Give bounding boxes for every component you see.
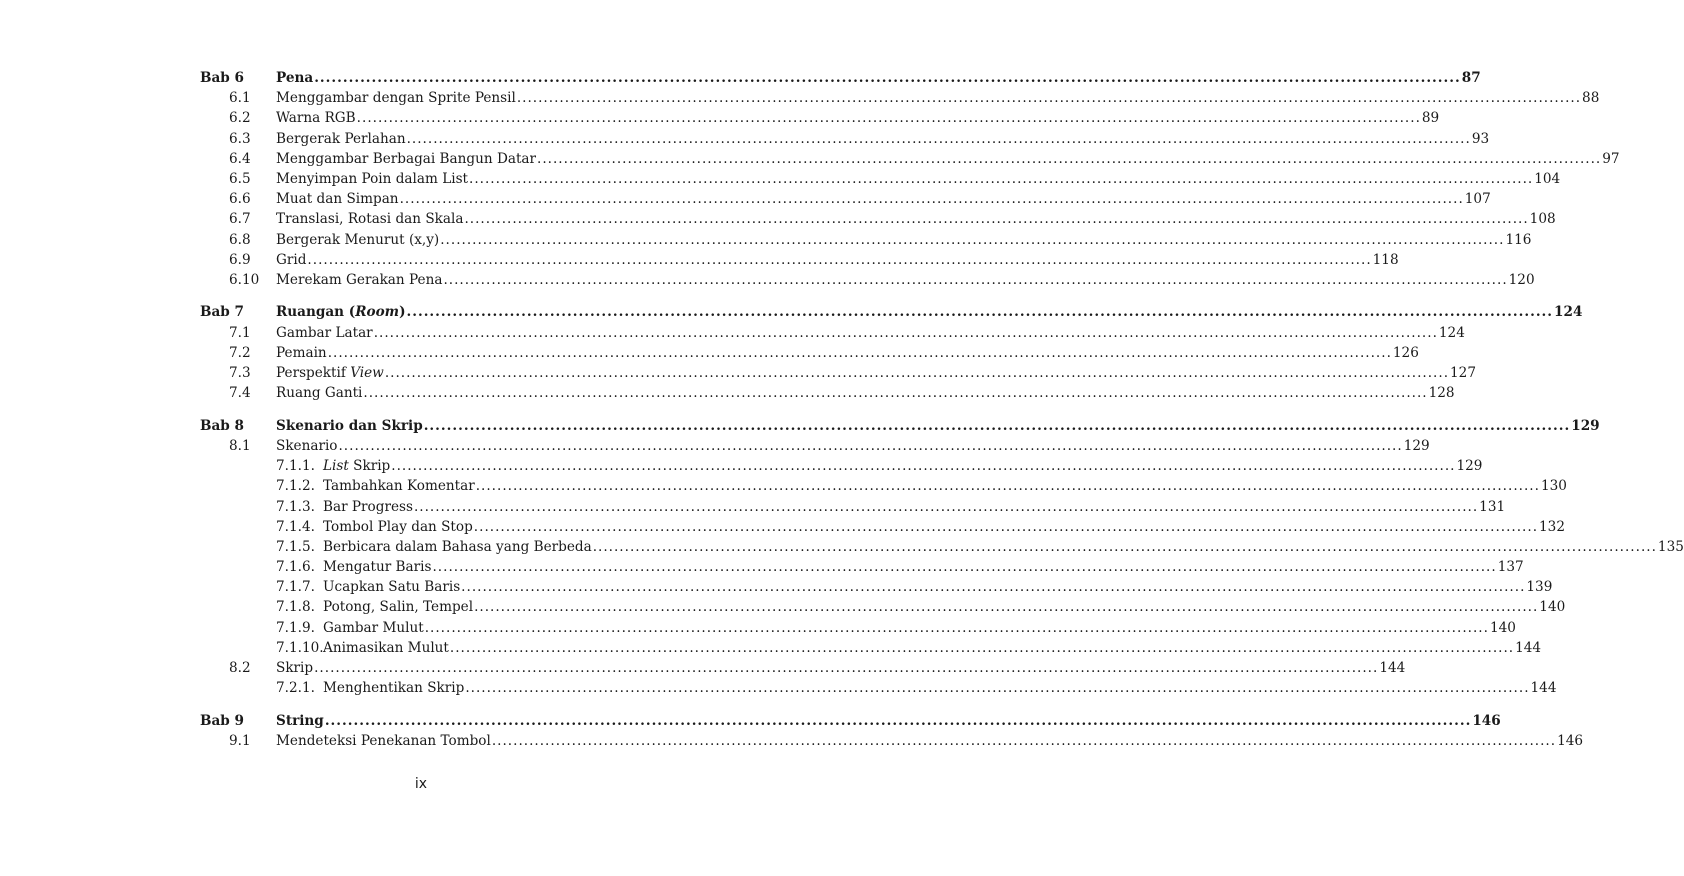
section-entry: [276, 209, 1556, 229]
section-number: 6.10: [229, 271, 260, 288]
section-title: [276, 189, 399, 209]
section-entry: [276, 189, 1491, 209]
section-page: 88: [1582, 90, 1600, 107]
subsection-number: 7.1.8.: [276, 599, 315, 616]
section-page: 127: [1450, 365, 1476, 382]
chapter-label: Bab 6: [200, 70, 244, 86]
section-page: 144: [1515, 639, 1542, 656]
section-title: [323, 497, 413, 517]
subsection-number: 7.1.2.: [276, 478, 315, 495]
subsection-number: 7.1.10.: [276, 639, 324, 656]
dot-leader: ........................................................................................................................................................................................................: [424, 619, 1489, 636]
title-text: Skrip: [276, 660, 314, 677]
section-number: 6.8: [229, 231, 251, 248]
section-page: 144: [1530, 680, 1557, 697]
chapter-page: 87: [1461, 70, 1481, 86]
dot-leader: ........................................................................................................................................................................................................: [432, 559, 1497, 576]
section-page: 128: [1428, 385, 1455, 402]
title-text: Pena: [276, 70, 314, 86]
title-text: Bar Progress: [323, 498, 413, 515]
chapter-page: 146: [1472, 712, 1501, 729]
section-title: [276, 169, 468, 189]
chapter-entry: [276, 68, 1481, 88]
chapter-entry: [276, 416, 1600, 436]
section-entry: [276, 557, 1524, 577]
dot-leader: ........................................................................................................................................................................................................: [461, 579, 1526, 596]
dot-leader: ........................................................................................................................................................................................................: [443, 271, 1508, 288]
section-entry: [276, 456, 1483, 476]
section-entry: [276, 250, 1399, 270]
chapter-row: [200, 711, 1501, 731]
section-title: [323, 537, 592, 557]
subsection-row: [200, 557, 1524, 577]
chapter-gap: [200, 290, 646, 302]
chapter-title: [276, 302, 406, 322]
section-page: 146: [1557, 732, 1584, 749]
section-page: 132: [1539, 518, 1565, 535]
dot-leader: ........................................................................................................................................................................................................: [440, 231, 1505, 248]
section-page: 129: [1403, 437, 1430, 454]
chapter-page: 124: [1554, 304, 1583, 321]
section-entry: [276, 537, 1684, 557]
title-text: Muat dan Simpan: [276, 191, 399, 208]
dot-leader: ........................................................................................................................................................................................................: [516, 90, 1582, 107]
section-page: 89: [1421, 110, 1440, 127]
page-number: ix: [414, 776, 428, 792]
title-text: Merekam Gerakan Pena: [276, 271, 443, 288]
dot-leader: ........................................................................................................................................................................................................: [314, 70, 1461, 86]
dot-leader: ........................................................................................................................................................................................................: [469, 170, 1534, 187]
title-text: Menyimpan Poin dalam List: [276, 170, 469, 187]
section-number: 6.1: [229, 90, 251, 107]
subsection-row: [200, 497, 1506, 517]
section-page: 107: [1464, 191, 1491, 208]
section-row: [200, 250, 1399, 270]
title-text: Bergerak Perlahan: [276, 130, 406, 147]
chapter-row: [200, 416, 1600, 436]
title-text: Potong, Salin, Tempel: [323, 599, 474, 616]
dot-leader: ........................................................................................................................................................................................................: [475, 478, 1540, 495]
title-text: Perspektif: [276, 365, 351, 382]
section-row: [200, 383, 1455, 403]
section-row: [200, 88, 1600, 108]
dot-leader: ........................................................................................................................................................................................................: [363, 385, 1428, 402]
title-text: Gambar Latar: [276, 324, 373, 341]
chapter-title: [276, 416, 423, 436]
section-row: [200, 129, 1490, 149]
section-row: [200, 169, 1561, 189]
dot-leader: ........................................................................................................................................................................................................: [314, 660, 1379, 677]
dot-leader: ........................................................................................................................................................................................................: [399, 191, 1464, 208]
title-text: Mendeteksi Penekanan Tombol: [276, 732, 491, 749]
section-page: 144: [1379, 660, 1406, 677]
section-page: 126: [1392, 344, 1419, 361]
dot-leader: ........................................................................................................................................................................................................: [324, 712, 1472, 729]
dot-leader: ........................................................................................................................................................................................................: [423, 417, 1571, 434]
section-page: 129: [1456, 458, 1483, 475]
title-text: Tambahkan Komentar: [323, 478, 475, 495]
dot-leader: ........................................................................................................................................................................................................: [307, 251, 1372, 268]
dot-leader: ........................................................................................................................................................................................................: [464, 211, 1529, 228]
title-text: String: [276, 712, 324, 729]
section-title: [323, 638, 449, 658]
title-italic: List: [323, 458, 349, 475]
title-text: Warna RGB: [276, 110, 356, 127]
section-entry: [276, 169, 1561, 189]
section-number: 6.7: [229, 211, 251, 228]
section-page: 120: [1508, 271, 1535, 288]
section-entry: [276, 476, 1567, 496]
dot-leader: ........................................................................................................................................................................................................: [373, 324, 1438, 341]
dot-leader: ........................................................................................................................................................................................................: [592, 538, 1657, 555]
section-entry: [276, 678, 1557, 698]
dot-leader: ........................................................................................................................................................................................................: [356, 110, 1421, 127]
section-title: [276, 383, 362, 403]
section-row: [200, 209, 1556, 229]
subsection-row: [200, 638, 1542, 658]
section-page: 108: [1529, 211, 1556, 228]
section-number: 6.3: [229, 130, 251, 147]
section-title: [323, 557, 431, 577]
section-number: 8.1: [229, 437, 251, 454]
dot-leader: ........................................................................................................................................................................................................: [537, 150, 1602, 167]
section-entry: [276, 343, 1419, 363]
section-title: [276, 129, 406, 149]
subsection-row: [200, 517, 1565, 537]
section-title: [276, 343, 327, 363]
section-title: [323, 577, 460, 597]
subsection-number: 7.1.9.: [276, 619, 315, 636]
title-text: Ruang Ganti: [276, 385, 363, 402]
subsection-row: [200, 577, 1553, 597]
section-title: [276, 436, 337, 456]
section-page: 116: [1505, 231, 1532, 248]
section-title: [276, 658, 313, 678]
section-page: 140: [1539, 599, 1566, 616]
section-number: 6.6: [229, 191, 251, 208]
title-italic: Room: [355, 304, 400, 321]
section-row: [200, 230, 1532, 250]
title-text: Skrip: [348, 458, 391, 475]
subsection-row: [200, 678, 1557, 698]
section-entry: [276, 129, 1490, 149]
section-row: [200, 149, 1620, 169]
section-page: 93: [1471, 130, 1490, 147]
title-after: ): [399, 304, 406, 321]
section-entry: [276, 270, 1535, 290]
section-entry: [276, 497, 1506, 517]
section-title: [276, 323, 373, 343]
section-row: [200, 189, 1491, 209]
chapter-title: [276, 68, 313, 88]
section-title: [323, 476, 475, 496]
section-title: [276, 149, 536, 169]
chapter-gap: [200, 403, 646, 415]
chapter-label: Bab 7: [200, 304, 244, 321]
section-row: [200, 658, 1406, 678]
section-row: [200, 270, 1535, 290]
subsection-number: 7.1.3.: [276, 498, 315, 515]
subsection-row: [200, 618, 1516, 638]
section-page: 130: [1540, 478, 1567, 495]
section-entry: [276, 658, 1406, 678]
title-text: Skenario: [276, 437, 338, 454]
subsection-number: 7.1.5.: [276, 538, 315, 555]
section-number: 6.5: [229, 170, 251, 187]
section-row: [200, 731, 1584, 751]
section-entry: [276, 323, 1465, 343]
subsection-row: [200, 476, 1567, 496]
section-number: 6.2: [229, 110, 251, 127]
section-entry: [276, 383, 1455, 403]
section-title: [276, 363, 384, 383]
section-page: 124: [1438, 324, 1465, 341]
section-page: 97: [1602, 150, 1620, 167]
section-entry: [276, 577, 1553, 597]
section-entry: [276, 436, 1430, 456]
title-text: Grid: [276, 251, 307, 268]
chapter-row: [200, 302, 1583, 322]
section-entry: [276, 731, 1584, 751]
title-text: Menghentikan Skrip: [323, 680, 465, 697]
dot-leader: ........................................................................................................................................................................................................: [491, 732, 1557, 749]
dot-leader: ........................................................................................................................................................................................................: [473, 518, 1539, 535]
subsection-number: 7.1.1.: [276, 458, 315, 475]
section-title: [276, 108, 356, 128]
section-title: [323, 618, 424, 638]
title-text: Ucapkan Satu Baris: [323, 579, 461, 596]
title-text: Translasi, Rotasi dan Skala: [276, 211, 464, 228]
section-number: 7.3: [229, 365, 251, 382]
section-title: [276, 230, 439, 250]
subsection-number: 7.1.6.: [276, 559, 315, 576]
subsection-row: [200, 537, 1684, 557]
section-title: [276, 209, 463, 229]
section-title: [323, 456, 390, 476]
section-title: [323, 678, 464, 698]
title-italic: View: [350, 365, 384, 382]
section-page: 139: [1526, 579, 1553, 596]
section-row: [200, 363, 1476, 383]
chapter-gap: [200, 698, 646, 710]
title-text: Menggambar Berbagai Bangun Datar: [276, 150, 537, 167]
title-text: Animasikan Mulut: [323, 639, 449, 656]
chapter-label: Bab 9: [200, 712, 244, 729]
section-title: [323, 517, 473, 537]
subsection-number: 7.2.1.: [276, 680, 315, 697]
chapter-row: [200, 68, 1481, 88]
subsection-row: [200, 456, 1483, 476]
title-text: Mengatur Baris: [323, 559, 432, 576]
section-title: [276, 731, 491, 751]
section-page: 131: [1479, 498, 1506, 515]
section-title: [276, 270, 442, 290]
dot-leader: ........................................................................................................................................................................................................: [391, 458, 1456, 475]
title-text: Ruangan (: [276, 304, 356, 321]
title-text: Tombol Play dan Stop: [323, 518, 473, 535]
section-title: [276, 88, 516, 108]
section-entry: [276, 149, 1620, 169]
section-entry: [276, 597, 1566, 617]
section-number: 8.2: [229, 660, 251, 677]
subsection-number: 7.1.7.: [276, 579, 315, 596]
section-title: [276, 250, 306, 270]
dot-leader: ........................................................................................................................................................................................................: [474, 599, 1539, 616]
subsection-number: 7.1.4.: [276, 518, 315, 535]
chapter-entry: [276, 711, 1501, 731]
dot-leader: ........................................................................................................................................................................................................: [406, 304, 1554, 321]
dot-leader: ........................................................................................................................................................................................................: [338, 437, 1403, 454]
section-number: 6.4: [229, 150, 251, 167]
dot-leader: ........................................................................................................................................................................................................: [327, 344, 1392, 361]
section-entry: [276, 638, 1542, 658]
section-entry: [276, 230, 1532, 250]
section-row: [200, 108, 1440, 128]
table-of-contents: [200, 68, 1684, 751]
section-page: 104: [1534, 170, 1561, 187]
chapter-page: 129: [1571, 417, 1600, 434]
section-page: 135: [1657, 538, 1684, 555]
subsection-row: [200, 597, 1566, 617]
dot-leader: ........................................................................................................................................................................................................: [406, 130, 1471, 147]
dot-leader: ........................................................................................................................................................................................................: [384, 365, 1450, 382]
title-text: Skenario dan Skrip: [276, 417, 423, 434]
section-entry: [276, 517, 1565, 537]
dot-leader: ........................................................................................................................................................................................................: [413, 498, 1479, 515]
section-row: [200, 436, 1430, 456]
section-number: 9.1: [229, 732, 251, 749]
section-page: 118: [1372, 251, 1399, 268]
section-entry: [276, 88, 1600, 108]
section-entry: [276, 108, 1440, 128]
chapter-entry: [276, 302, 1583, 322]
section-number: 7.2: [229, 344, 251, 361]
chapter-title: [276, 711, 324, 731]
section-page: 140: [1489, 619, 1516, 636]
section-title: [323, 597, 473, 617]
dot-leader: ........................................................................................................................................................................................................: [465, 680, 1530, 697]
title-text: Gambar Mulut: [323, 619, 424, 636]
section-number: 6.9: [229, 251, 251, 268]
section-row: [200, 343, 1419, 363]
section-page: 137: [1497, 559, 1524, 576]
section-row: [200, 323, 1465, 343]
title-text: Bergerak Menurut (x,y): [276, 231, 440, 248]
title-text: Pemain: [276, 344, 327, 361]
section-number: 7.1: [229, 324, 251, 341]
section-entry: [276, 363, 1476, 383]
title-text: Berbicara dalam Bahasa yang Berbeda: [323, 538, 592, 555]
chapter-label: Bab 8: [200, 417, 244, 434]
section-entry: [276, 618, 1516, 638]
title-text: Menggambar dengan Sprite Pensil: [276, 90, 516, 107]
dot-leader: ........................................................................................................................................................................................................: [449, 639, 1515, 656]
section-number: 7.4: [229, 385, 251, 402]
